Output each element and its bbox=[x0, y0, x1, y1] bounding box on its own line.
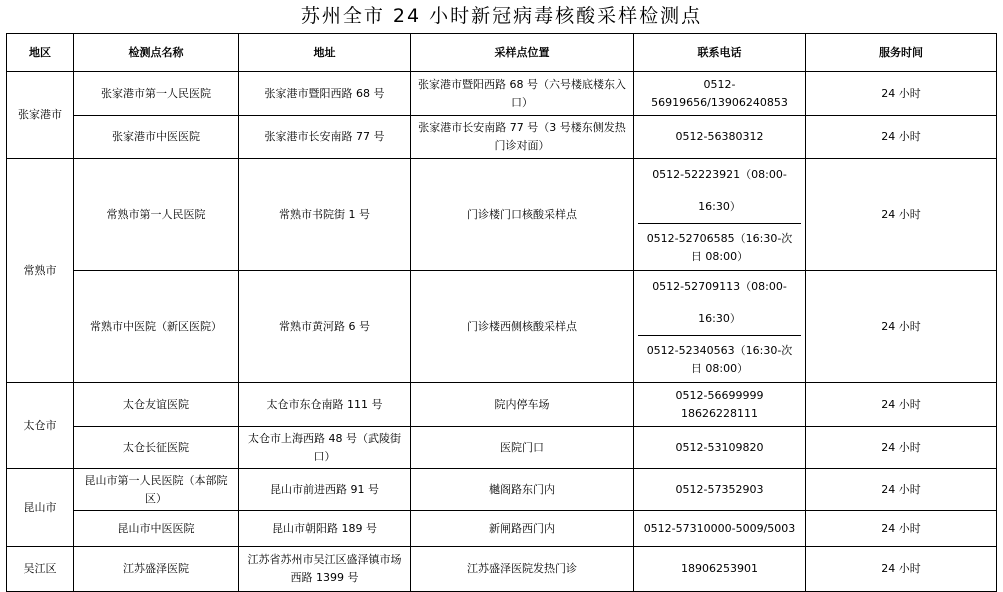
sampling-location: 江苏盛泽医院发热门诊 bbox=[411, 547, 634, 592]
sampling-location: 张家港市长安南路 77 号（3 号楼东侧发热门诊对面） bbox=[411, 116, 634, 159]
service-hours: 24 小时 bbox=[806, 159, 997, 271]
phone: 0512-52340563（16:30-次日 08:00） bbox=[646, 344, 793, 375]
region-cell: 常熟市 bbox=[7, 159, 74, 383]
region-cell: 昆山市 bbox=[7, 469, 74, 547]
table-row bbox=[7, 159, 997, 271]
phone: 0512-57310000-5009/5003 bbox=[634, 511, 806, 547]
service-hours: 24 小时 bbox=[806, 547, 997, 592]
page-title: 苏州全市 24 小时新冠病毒核酸采样检测点 bbox=[300, 5, 703, 27]
phone-cell bbox=[634, 159, 806, 271]
service-hours: 24 小时 bbox=[806, 511, 997, 547]
header-location: 采样点位置 bbox=[411, 34, 634, 72]
site-address: 张家港市暨阳西路 68 号 bbox=[239, 72, 411, 116]
site-address: 常熟市黄河路 6 号 bbox=[239, 271, 411, 383]
sampling-location: 医院门口 bbox=[411, 427, 634, 469]
phone: 0512-56699999 18626228111 bbox=[634, 383, 806, 427]
site-name: 江苏盛泽医院 bbox=[74, 547, 239, 592]
site-name: 太仓长征医院 bbox=[74, 427, 239, 469]
header-address: 地址 bbox=[239, 34, 411, 72]
site-name: 张家港市中医医院 bbox=[74, 116, 239, 159]
sampling-location: 院内停车场 bbox=[411, 383, 634, 427]
testing-sites-table bbox=[6, 33, 997, 592]
sampling-location: 张家港市暨阳西路 68 号（六号楼底楼东入口） bbox=[411, 72, 634, 116]
sampling-location: 樾阁路东门内 bbox=[411, 469, 634, 511]
phone: 0512-57352903 bbox=[634, 469, 806, 511]
site-address: 昆山市朝阳路 189 号 bbox=[239, 511, 411, 547]
header-site-name: 检测点名称 bbox=[74, 34, 239, 72]
sampling-location: 门诊楼西侧核酸采样点 bbox=[411, 271, 634, 383]
table-row bbox=[7, 72, 997, 116]
region-cell: 太仓市 bbox=[7, 383, 74, 469]
region-cell: 吴江区 bbox=[7, 547, 74, 592]
site-address: 常熟市书院街 1 号 bbox=[239, 159, 411, 271]
header-row bbox=[7, 34, 997, 72]
site-address: 太仓市东仓南路 111 号 bbox=[239, 383, 411, 427]
table-row bbox=[7, 383, 997, 427]
site-name: 昆山市中医医院 bbox=[74, 511, 239, 547]
service-hours: 24 小时 bbox=[806, 116, 997, 159]
service-hours: 24 小时 bbox=[806, 469, 997, 511]
table-row bbox=[7, 427, 997, 469]
table-row bbox=[7, 469, 997, 511]
table-row bbox=[7, 116, 997, 159]
header-region: 地区 bbox=[7, 34, 74, 72]
phone: 0512-53109820 bbox=[634, 427, 806, 469]
site-address: 张家港市长安南路 77 号 bbox=[239, 116, 411, 159]
sampling-location: 新闸路西门内 bbox=[411, 511, 634, 547]
site-address: 太仓市上海西路 48 号（武陵街口） bbox=[239, 427, 411, 469]
service-hours: 24 小时 bbox=[806, 271, 997, 383]
service-hours: 24 小时 bbox=[806, 72, 997, 116]
sampling-location: 门诊楼门口核酸采样点 bbox=[411, 159, 634, 271]
phone: 0512-52706585（16:30-次日 08:00） bbox=[646, 232, 793, 263]
table-row bbox=[7, 511, 997, 547]
site-name: 常熟市第一人民医院 bbox=[74, 159, 239, 271]
site-name: 昆山市第一人民医院（本部院区） bbox=[74, 469, 239, 511]
phone: 0512-56919656/13906240853 bbox=[634, 72, 806, 116]
table-row bbox=[7, 547, 997, 592]
table-row bbox=[7, 271, 997, 383]
site-address: 昆山市前进西路 91 号 bbox=[239, 469, 411, 511]
phone: 18906253901 bbox=[634, 547, 806, 592]
phone: 0512-56380312 bbox=[634, 116, 806, 159]
site-name: 太仓友谊医院 bbox=[74, 383, 239, 427]
phone: 0512-52709113（08:00-16:30） bbox=[638, 271, 801, 336]
header-phone: 联系电话 bbox=[634, 34, 806, 72]
phone-cell bbox=[634, 271, 806, 383]
site-name: 常熟市中医院（新区医院） bbox=[74, 271, 239, 383]
header-hours: 服务时间 bbox=[806, 34, 997, 72]
region-cell: 张家港市 bbox=[7, 72, 74, 159]
site-address: 江苏省苏州市吴江区盛泽镇市场西路 1399 号 bbox=[239, 547, 411, 592]
phone: 0512-52223921（08:00-16:30） bbox=[638, 159, 801, 224]
service-hours: 24 小时 bbox=[806, 427, 997, 469]
site-name: 张家港市第一人民医院 bbox=[74, 72, 239, 116]
service-hours: 24 小时 bbox=[806, 383, 997, 427]
